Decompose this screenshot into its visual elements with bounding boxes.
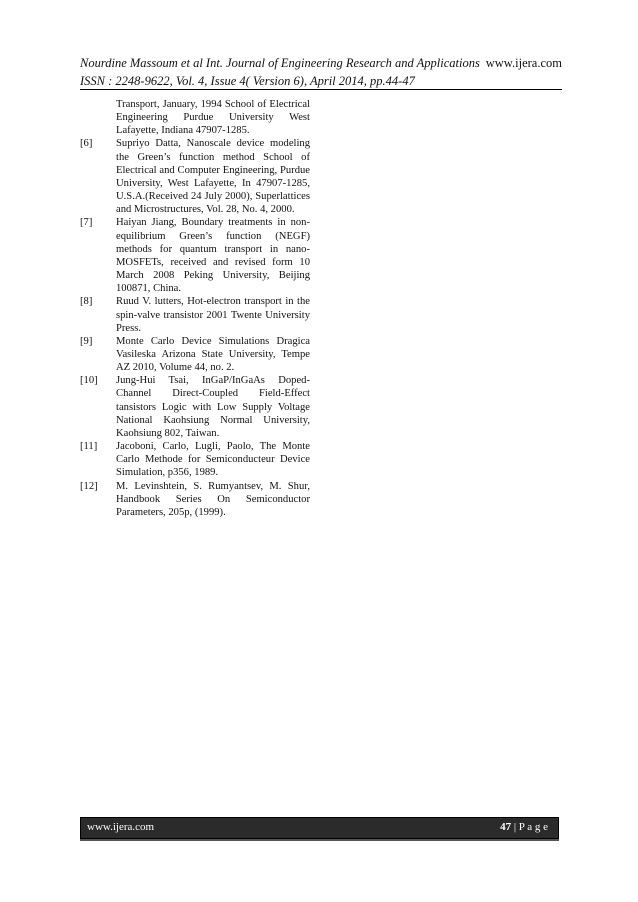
reference-item (80, 440, 310, 479)
page-label: P a g e (518, 821, 548, 833)
reference-number: [12] (80, 480, 98, 492)
reference-text: Monte Carlo Device Simulations Dragica Vasileska Arizona State University, Tempe AZ 2010, Volume 44, no. 2. (116, 335, 310, 374)
reference-text: Jacoboni, Carlo, Lugli, Paolo, The Monte Carlo Methode for Semiconducteur Device Simulation, p356, 1989. (116, 441, 310, 479)
reference-number: [10] (80, 375, 98, 387)
reference-item (80, 295, 310, 334)
reference-text: Transport, January, 1994 School of Electrical Engineering Purdue University West Lafayette, Indiana 47907-1285. (116, 99, 310, 137)
reference-item (80, 335, 310, 374)
reference-item (80, 216, 310, 295)
reference-text: Haiyan Jiang, Boundary treatments in non-equilibrium Green’s function (NEGF) methods for quantum transport in nano-MOSFETs, received and revised form 10 March 2008 Peking University, Beijing 100871, China. (116, 217, 310, 295)
reference-number: [8] (80, 296, 93, 308)
header-website-link[interactable]: www.ijera.com (485, 56, 562, 70)
reference-number (80, 98, 116, 137)
page-number (500, 821, 548, 833)
reference-text: M. Levinshtein, S. Rumyantsev, M. Shur, Handbook Series On Semiconductor Parameters, 205p, (1999). (116, 480, 310, 518)
reference-number: [9] (80, 335, 93, 347)
reference-item (80, 480, 310, 519)
footer-website-link[interactable]: www.ijera.com (87, 821, 155, 833)
page-footer (80, 817, 559, 839)
reference-item (80, 374, 310, 440)
reference-text: Jung-Hui Tsai, InGaP/InGaAs Doped-Channel Direct-Coupled Field-Effect tansistors Logic with Low Supply Voltage National Kaohsiung Normal University, Kaohsiung 802, Taiwan. (116, 375, 310, 439)
issn-line: ISSN : 2248-9622, Vol. 4, Issue 4( Version 6), April 2014, pp.44-47 (80, 74, 415, 88)
reference-item (80, 98, 310, 137)
page-number-value: 47 (500, 821, 512, 833)
reference-number: [7] (80, 217, 93, 229)
reference-text: Supriyo Datta, Nanoscale device modeling the Green’s function method School of Electrical and Computer Engineering, Purdue University, West Lafayette, In 47907-1285, U.S.A.(Received 24 July 2000), Superlattices and Microstructures, Vol. 28, No. 4, 2000. (116, 138, 310, 216)
header-divider (80, 89, 562, 90)
reference-text: Ruud V. lutters, Hot-electron transport in the spin-valve transistor 2001 Twente University Press. (116, 296, 310, 334)
reference-item (80, 137, 310, 216)
page-header (80, 56, 562, 89)
reference-list (80, 98, 310, 519)
journal-title: Nourdine Massoum et al Int. Journal of Engineering Research and Applications (80, 56, 480, 70)
reference-number: [11] (80, 441, 98, 453)
page-separator: | (513, 821, 517, 833)
reference-number: [6] (80, 138, 93, 150)
